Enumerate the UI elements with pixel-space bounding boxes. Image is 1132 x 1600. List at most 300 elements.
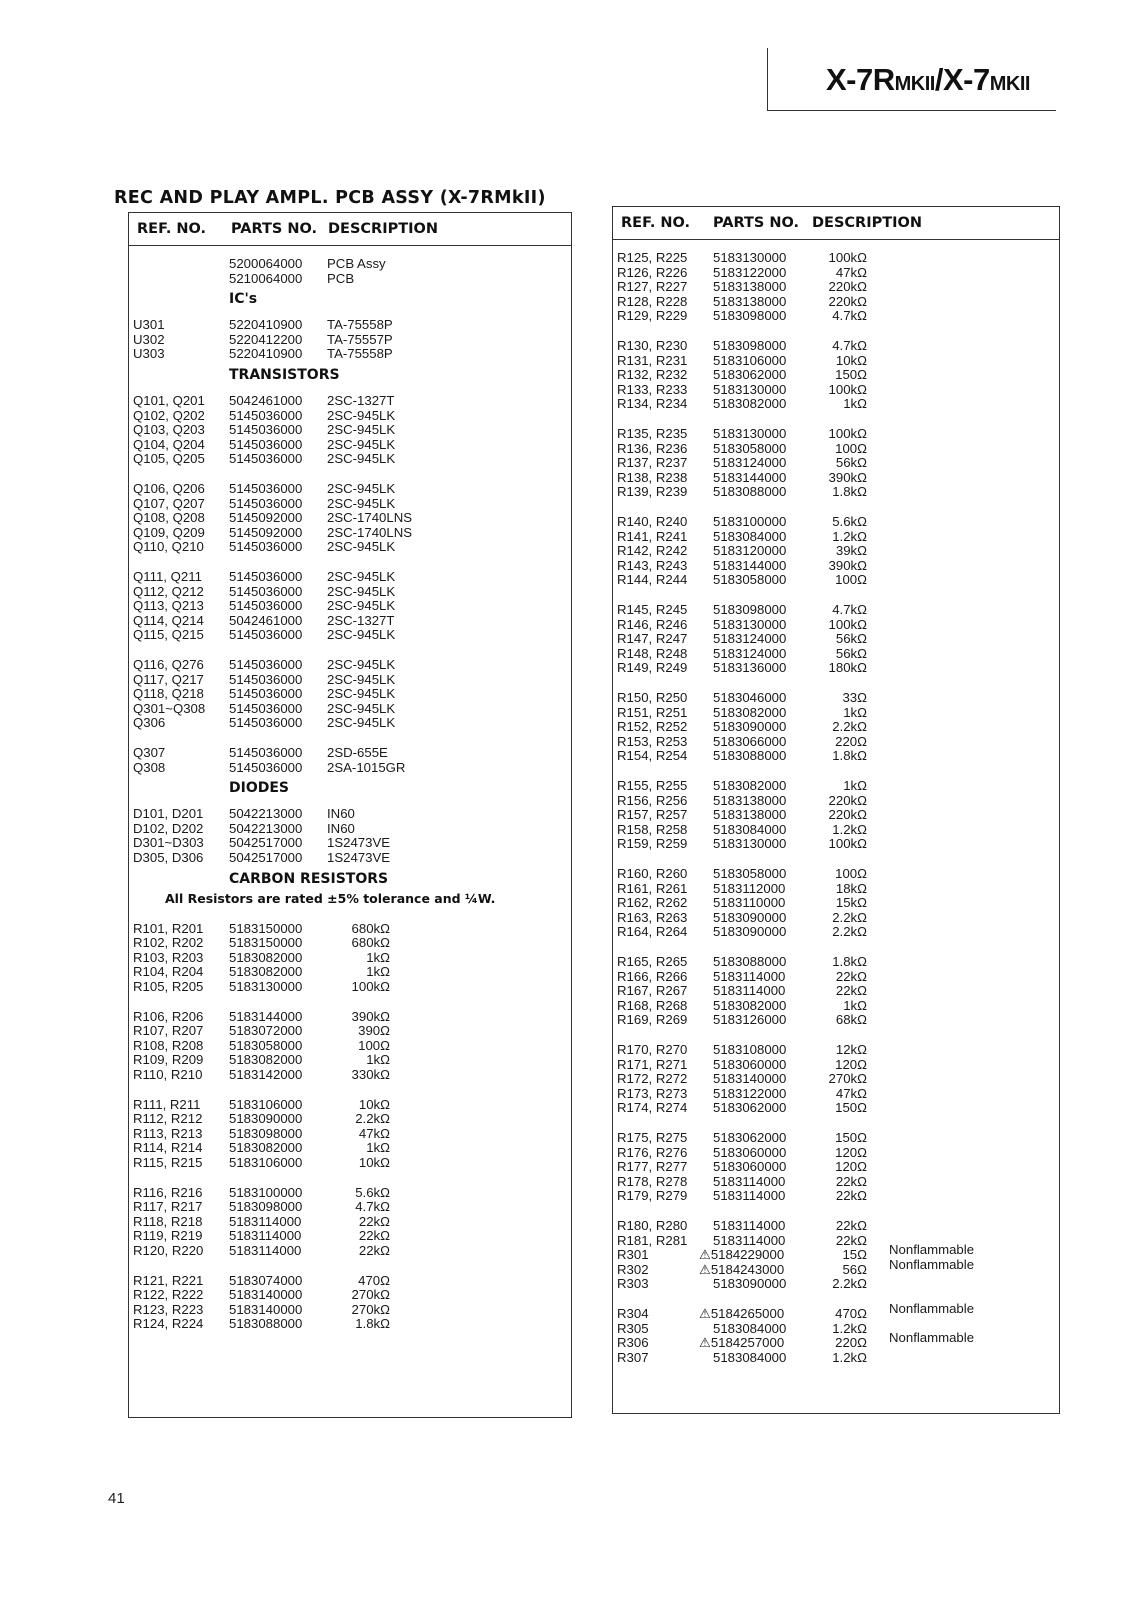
ref-no: U302 bbox=[133, 331, 165, 347]
table-row bbox=[129, 256, 571, 271]
ref-no: R142, R242 bbox=[617, 543, 688, 559]
ref-no: R134, R234 bbox=[617, 396, 688, 412]
table-row bbox=[613, 572, 1059, 587]
parts-no: 5183090000 bbox=[713, 909, 787, 925]
table-row bbox=[613, 778, 1059, 793]
ref-no: R304 bbox=[617, 1306, 649, 1321]
parts-no: 5145036000 bbox=[229, 422, 303, 438]
resistance-value: 56kΩ bbox=[835, 455, 867, 471]
col-ref-header: REF. NO. bbox=[621, 215, 691, 231]
table-row bbox=[129, 1243, 571, 1258]
ref-no: R116, R216 bbox=[133, 1184, 203, 1200]
resistance-value: 100Ω bbox=[358, 1037, 390, 1053]
table-body-left bbox=[129, 245, 571, 1417]
table-row bbox=[129, 525, 571, 540]
table-row bbox=[613, 1276, 1059, 1291]
ref-no: R166, R266 bbox=[617, 968, 688, 984]
resistance-value: 1kΩ bbox=[843, 997, 867, 1013]
ref-no: R163, R263 bbox=[617, 909, 688, 925]
resistance-value: 180kΩ bbox=[828, 660, 867, 676]
table-row bbox=[613, 895, 1059, 910]
ref-no: R177, R277 bbox=[617, 1159, 688, 1175]
table-row bbox=[613, 455, 1059, 470]
ref-no: R305 bbox=[617, 1320, 649, 1336]
ref-no: Q116, Q276 bbox=[133, 657, 204, 672]
ref-no: R123, R223 bbox=[133, 1301, 204, 1317]
table-row bbox=[613, 367, 1059, 382]
ref-no: R150, R250 bbox=[617, 690, 688, 705]
table-row bbox=[129, 821, 571, 836]
description: 2SC-945LK bbox=[327, 583, 396, 599]
table-row bbox=[613, 1218, 1059, 1233]
parts-no: 5183082000 bbox=[229, 949, 303, 965]
table-row bbox=[129, 835, 571, 850]
parts-no: 5183062000 bbox=[713, 367, 787, 383]
table-row bbox=[129, 657, 571, 672]
table-row bbox=[613, 1350, 1059, 1365]
col-desc-header: DESCRIPTION bbox=[812, 215, 922, 231]
description: 2SC-945LK bbox=[327, 422, 396, 438]
description: 2SC-945LK bbox=[327, 700, 396, 716]
table-row bbox=[129, 1155, 571, 1170]
parts-no: 5042517000 bbox=[229, 835, 303, 851]
ref-no: R170, R270 bbox=[617, 1042, 688, 1057]
resistance-value: 12kΩ bbox=[835, 1042, 867, 1057]
ref-no: Q109, Q209 bbox=[133, 524, 205, 540]
parts-no: 5200064000 bbox=[229, 256, 303, 271]
description: 2SC-1740LNS bbox=[327, 524, 413, 540]
parts-no: ⚠5184229000 bbox=[699, 1247, 785, 1263]
ref-no: Q114, Q214 bbox=[133, 612, 204, 628]
parts-no: 5183130000 bbox=[713, 381, 787, 397]
table-row bbox=[129, 1287, 571, 1302]
parts-no: 5183084000 bbox=[713, 1320, 787, 1336]
table-row bbox=[613, 748, 1059, 763]
ref-no: R160, R260 bbox=[617, 866, 688, 881]
table-row bbox=[129, 935, 571, 950]
table-row bbox=[613, 250, 1059, 265]
resistance-value: 470Ω bbox=[358, 1272, 390, 1288]
parts-no: 5220410900 bbox=[229, 346, 303, 362]
table-row bbox=[129, 950, 571, 965]
ref-no: R124, R224 bbox=[133, 1316, 204, 1332]
ref-no: R144, R244 bbox=[617, 572, 688, 588]
resistance-value: 4.7kΩ bbox=[355, 1199, 390, 1215]
table-row bbox=[613, 631, 1059, 646]
resistance-value: 22kΩ bbox=[835, 1218, 867, 1233]
table-row bbox=[129, 481, 571, 496]
parts-no: 5145036000 bbox=[229, 451, 303, 467]
table-row bbox=[129, 1140, 571, 1155]
resistance-value: 100kΩ bbox=[351, 979, 390, 994]
parts-no: 5183150000 bbox=[229, 920, 303, 936]
table-row bbox=[613, 807, 1059, 822]
parts-no: 5183058000 bbox=[229, 1037, 303, 1053]
parts-no: 5145036000 bbox=[229, 569, 303, 584]
ref-no: R133, R233 bbox=[617, 381, 688, 397]
table-row bbox=[613, 1174, 1059, 1189]
resistance-value: 150Ω bbox=[835, 1100, 867, 1116]
parts-no: 5145036000 bbox=[229, 583, 303, 599]
ref-no: R141, R241 bbox=[617, 528, 688, 544]
ref-no: U301 bbox=[133, 317, 165, 333]
parts-no: 5183110000 bbox=[713, 895, 786, 911]
table-row bbox=[613, 294, 1059, 309]
resistance-value: 22kΩ bbox=[835, 983, 867, 999]
description: 2SC-945LK bbox=[327, 451, 396, 467]
ref-no: U303 bbox=[133, 346, 165, 362]
ref-no: R153, R253 bbox=[617, 733, 688, 749]
parts-no: 5183072000 bbox=[229, 1023, 303, 1039]
parts-no: 5183088000 bbox=[713, 954, 787, 969]
parts-no: 5145036000 bbox=[229, 481, 303, 496]
description: 2SA-1015GR bbox=[327, 759, 406, 775]
ref-no: R164, R264 bbox=[617, 924, 688, 940]
ref-no: D102, D202 bbox=[133, 820, 204, 836]
table-row bbox=[129, 1009, 571, 1024]
parts-no: 5183114000 bbox=[713, 1218, 786, 1233]
parts-no: 5183082000 bbox=[713, 778, 787, 793]
resistance-value: 4.7kΩ bbox=[832, 602, 867, 617]
parts-no: 5183106000 bbox=[229, 1155, 303, 1170]
table-row bbox=[129, 686, 571, 701]
parts-no: 5183058000 bbox=[713, 572, 787, 588]
resistance-value: 1.8kΩ bbox=[832, 748, 867, 764]
resistance-value: 4.7kΩ bbox=[832, 338, 867, 353]
ref-no: R146, R246 bbox=[617, 616, 688, 632]
ref-no: R167, R267 bbox=[617, 983, 688, 999]
ref-no: Q118, Q218 bbox=[133, 686, 204, 702]
parts-no: 5145092000 bbox=[229, 524, 303, 540]
parts-no: 5183120000 bbox=[713, 543, 787, 559]
ref-no: R158, R258 bbox=[617, 821, 688, 837]
resistance-value: 680kΩ bbox=[351, 920, 390, 936]
resistance-value: 150Ω bbox=[835, 1130, 867, 1145]
parts-no: 5183150000 bbox=[229, 935, 303, 951]
parts-no: 5183046000 bbox=[713, 690, 787, 705]
parts-no: 5183126000 bbox=[713, 1012, 787, 1028]
description: 2SC-945LK bbox=[327, 627, 396, 643]
resistance-value: 1.8kΩ bbox=[355, 1316, 390, 1332]
resistance-value: 470Ω bbox=[835, 1306, 867, 1321]
table-row bbox=[613, 279, 1059, 294]
ref-no: R168, R268 bbox=[617, 997, 688, 1013]
parts-no: 5183140000 bbox=[229, 1301, 303, 1317]
parts-no: 5183082000 bbox=[713, 997, 787, 1013]
table-row bbox=[129, 806, 571, 821]
ref-no: R178, R278 bbox=[617, 1173, 688, 1189]
ref-no: R114, R214 bbox=[133, 1140, 203, 1156]
table-row bbox=[613, 1159, 1059, 1174]
parts-no: 5183140000 bbox=[229, 1287, 303, 1303]
parts-no: 5183114000 bbox=[713, 983, 786, 999]
table-row bbox=[613, 910, 1059, 925]
resistance-value: 100Ω bbox=[835, 440, 867, 456]
table-row bbox=[129, 332, 571, 347]
resistance-value: 330kΩ bbox=[351, 1067, 390, 1082]
table-row bbox=[613, 602, 1059, 617]
table-row bbox=[129, 451, 571, 466]
ref-no: R301 bbox=[617, 1247, 649, 1263]
parts-no: 5183062000 bbox=[713, 1100, 787, 1116]
table-row bbox=[613, 1242, 1059, 1263]
parts-no: 5183124000 bbox=[713, 631, 787, 647]
parts-no: 5183082000 bbox=[713, 704, 787, 720]
resistance-value: 5.6kΩ bbox=[355, 1184, 390, 1200]
parts-no: 5183060000 bbox=[713, 1056, 787, 1072]
ref-no: R111, R211 bbox=[133, 1096, 201, 1112]
table-row bbox=[129, 569, 571, 584]
parts-no: 5183084000 bbox=[713, 1349, 787, 1365]
resistance-value: 100kΩ bbox=[828, 836, 867, 852]
parts-no: 5183130000 bbox=[229, 979, 303, 994]
ref-no: R107, R207 bbox=[133, 1023, 204, 1039]
table-row bbox=[129, 760, 571, 775]
table-row bbox=[129, 1228, 571, 1243]
ref-no: R127, R227 bbox=[617, 279, 688, 295]
resistance-value: 120Ω bbox=[835, 1056, 867, 1072]
table-row bbox=[129, 271, 571, 286]
parts-no: 5183098000 bbox=[229, 1199, 303, 1215]
description: 2SC-945LK bbox=[327, 436, 396, 452]
ref-no: R145, R245 bbox=[617, 602, 688, 617]
table-row bbox=[613, 484, 1059, 499]
resistance-value: 1kΩ bbox=[843, 778, 867, 793]
ref-no: R181, R281 bbox=[617, 1232, 688, 1248]
table-row bbox=[129, 613, 571, 628]
group-heading: CARBON RESISTORS bbox=[229, 870, 389, 887]
ref-no: R138, R238 bbox=[617, 469, 688, 485]
section-title: REC AND PLAY AMPL. PCB ASSY (X-7RMkII) bbox=[114, 188, 546, 208]
resistance-value: 4.7kΩ bbox=[832, 308, 867, 324]
ref-no: R148, R248 bbox=[617, 645, 688, 661]
parts-no: 5183142000 bbox=[229, 1067, 303, 1082]
resistance-value: 1.2kΩ bbox=[832, 528, 867, 544]
table-row bbox=[129, 346, 571, 361]
parts-no: 5183124000 bbox=[713, 645, 787, 661]
resistance-value: 22kΩ bbox=[835, 968, 867, 984]
description: 2SC-1327T bbox=[327, 393, 395, 408]
resistance-value: 120Ω bbox=[835, 1144, 867, 1160]
table-row bbox=[129, 539, 571, 554]
ref-no: R147, R247 bbox=[617, 631, 688, 647]
ref-no: R307 bbox=[617, 1349, 649, 1365]
table-row bbox=[613, 338, 1059, 353]
resistance-value: 1kΩ bbox=[366, 964, 390, 980]
parts-no: 5183074000 bbox=[229, 1272, 303, 1288]
table-header bbox=[129, 213, 571, 246]
col-desc-header: DESCRIPTION bbox=[328, 221, 438, 237]
table-row bbox=[129, 408, 571, 423]
remark: Nonflammable bbox=[889, 1242, 975, 1258]
remark: Nonflammable bbox=[889, 1301, 975, 1316]
tolerance-note: All Resistors are rated ±5% tolerance and ¼W. bbox=[165, 890, 496, 906]
ref-no: R302 bbox=[617, 1261, 649, 1277]
resistance-value: 100kΩ bbox=[828, 381, 867, 397]
parts-no: 5183138000 bbox=[713, 279, 787, 295]
ref-no: Q113, Q213 bbox=[133, 598, 204, 614]
ref-no: R104, R204 bbox=[133, 964, 204, 980]
parts-no: 5183098000 bbox=[713, 308, 787, 324]
ref-no: R157, R257 bbox=[617, 807, 688, 823]
table-row bbox=[129, 1111, 571, 1126]
table-row bbox=[129, 1097, 571, 1112]
table-row bbox=[613, 1145, 1059, 1160]
ref-no: Q117, Q217 bbox=[133, 671, 204, 687]
table-row bbox=[613, 470, 1059, 485]
resistance-value: 120Ω bbox=[835, 1159, 867, 1175]
table-row bbox=[613, 866, 1059, 881]
table-row bbox=[613, 426, 1059, 441]
parts-no: 5183098000 bbox=[229, 1125, 303, 1141]
parts-no: 5145036000 bbox=[229, 759, 303, 775]
resistance-value: 39kΩ bbox=[835, 543, 867, 559]
resistance-value: 10kΩ bbox=[835, 352, 867, 368]
parts-no: 5145036000 bbox=[229, 539, 303, 555]
resistance-value: 390Ω bbox=[358, 1023, 390, 1039]
ref-no: Q306 bbox=[133, 715, 166, 731]
parts-no: 5145036000 bbox=[229, 715, 303, 731]
resistance-value: 22kΩ bbox=[835, 1232, 867, 1248]
resistance-value: 220Ω bbox=[835, 1335, 867, 1351]
resistance-value: 2.2kΩ bbox=[355, 1111, 390, 1127]
ref-no: R105, R205 bbox=[133, 979, 204, 994]
parts-table-left bbox=[128, 212, 572, 1418]
parts-no: 5183060000 bbox=[713, 1159, 787, 1175]
parts-no: 5183138000 bbox=[713, 792, 787, 808]
resistance-value: 15Ω bbox=[842, 1247, 867, 1263]
resistance-value: 390kΩ bbox=[828, 557, 867, 573]
description: 1S2473VE bbox=[327, 850, 391, 865]
table-row bbox=[129, 921, 571, 936]
table-row bbox=[613, 1100, 1059, 1115]
model-title: X-7RMKII/X-7MKII bbox=[826, 62, 1030, 97]
ref-no: R139, R239 bbox=[617, 484, 688, 500]
description: 2SC-945LK bbox=[327, 495, 396, 511]
parts-no: 5183130000 bbox=[713, 836, 787, 852]
table-row bbox=[129, 1067, 571, 1082]
ref-no: Q108, Q208 bbox=[133, 510, 205, 526]
ref-no: R151, R251 bbox=[617, 704, 688, 720]
parts-no: 5183144000 bbox=[713, 469, 787, 485]
col-parts-header: PARTS NO. bbox=[713, 215, 800, 231]
ref-no: R109, R209 bbox=[133, 1052, 204, 1068]
table-row bbox=[613, 705, 1059, 720]
parts-no: 5183084000 bbox=[713, 528, 787, 544]
parts-no: 5183100000 bbox=[713, 514, 787, 529]
resistance-value: 1kΩ bbox=[366, 949, 390, 965]
parts-no: ⚠5184243000 bbox=[699, 1261, 785, 1277]
table-row bbox=[613, 969, 1059, 984]
parts-no: 5183114000 bbox=[713, 968, 786, 984]
table-row bbox=[129, 715, 571, 730]
table-row bbox=[129, 1302, 571, 1317]
ref-no: Q112, Q212 bbox=[133, 583, 204, 599]
parts-no: 5220412200 bbox=[229, 331, 303, 347]
resistance-value: 680kΩ bbox=[351, 935, 390, 951]
table-row bbox=[613, 265, 1059, 280]
ref-no: R136, R236 bbox=[617, 440, 688, 456]
parts-no: 5183106000 bbox=[713, 352, 787, 368]
parts-no: 5145036000 bbox=[229, 671, 303, 687]
ref-no: R176, R276 bbox=[617, 1144, 688, 1160]
ref-no: R131, R231 bbox=[617, 352, 688, 368]
parts-no: 5183130000 bbox=[713, 616, 787, 632]
table-row bbox=[129, 437, 571, 452]
ref-no: R106, R206 bbox=[133, 1008, 204, 1024]
resistance-value: 270kΩ bbox=[828, 1071, 867, 1087]
table-row bbox=[613, 983, 1059, 998]
parts-table-right bbox=[612, 206, 1060, 1414]
resistance-value: 270kΩ bbox=[351, 1301, 390, 1317]
ref-no: R108, R208 bbox=[133, 1037, 204, 1053]
parts-no: 5183114000 bbox=[713, 1188, 786, 1204]
description: 2SD-655E bbox=[327, 745, 388, 760]
table-row bbox=[613, 1130, 1059, 1145]
description: 2SC-945LK bbox=[327, 657, 396, 672]
table-row bbox=[613, 1042, 1059, 1057]
description: TA-75557P bbox=[327, 331, 393, 347]
parts-no: 5183082000 bbox=[229, 1140, 303, 1156]
parts-no: 5183124000 bbox=[713, 455, 787, 471]
description: TA-75558P bbox=[327, 317, 393, 333]
remark: Nonflammable bbox=[889, 1330, 975, 1346]
resistance-value: 22kΩ bbox=[358, 1243, 390, 1258]
table-row bbox=[613, 793, 1059, 808]
parts-no: 5183090000 bbox=[713, 924, 787, 940]
ref-no: R165, R265 bbox=[617, 954, 688, 969]
ref-no: R126, R226 bbox=[617, 264, 688, 280]
ref-no: R171, R271 bbox=[617, 1056, 688, 1072]
resistance-value: 1kΩ bbox=[843, 396, 867, 412]
ref-no: R130, R230 bbox=[617, 338, 688, 353]
table-row bbox=[613, 690, 1059, 705]
ref-no: R140, R240 bbox=[617, 514, 688, 529]
ref-no: Q110, Q210 bbox=[133, 539, 204, 555]
table-row bbox=[613, 954, 1059, 969]
resistance-value: 47kΩ bbox=[358, 1125, 390, 1141]
parts-no: 5183088000 bbox=[229, 1316, 303, 1332]
table-row bbox=[613, 1330, 1059, 1351]
resistance-value: 1kΩ bbox=[366, 1140, 390, 1156]
table-row bbox=[129, 1316, 571, 1331]
resistance-value: 2.2kΩ bbox=[832, 719, 867, 735]
resistance-value: 100kΩ bbox=[828, 250, 867, 265]
parts-no: 5183130000 bbox=[713, 426, 787, 441]
table-row bbox=[613, 1301, 1059, 1321]
ref-no: R101, R201 bbox=[133, 920, 204, 936]
table-row bbox=[129, 496, 571, 511]
ref-no: R303 bbox=[617, 1276, 649, 1292]
table-row bbox=[613, 1057, 1059, 1072]
parts-no: 5145036000 bbox=[229, 700, 303, 716]
table-body-right bbox=[613, 239, 1059, 1413]
ref-no: R118, R218 bbox=[133, 1213, 203, 1229]
parts-no: 5183114000 bbox=[229, 1243, 302, 1258]
resistance-value: 22kΩ bbox=[358, 1228, 390, 1244]
table-row bbox=[613, 543, 1059, 558]
parts-no: 5183106000 bbox=[229, 1096, 303, 1112]
table-row bbox=[129, 1185, 571, 1200]
table-row bbox=[613, 881, 1059, 896]
parts-no: ⚠5184257000 bbox=[699, 1335, 785, 1351]
ref-no: R154, R254 bbox=[617, 748, 688, 764]
table-row bbox=[613, 734, 1059, 749]
parts-no: 5183062000 bbox=[713, 1130, 787, 1145]
parts-no: 5183090000 bbox=[229, 1111, 303, 1127]
resistance-value: 100Ω bbox=[835, 572, 867, 588]
ref-no: R103, R203 bbox=[133, 949, 204, 965]
